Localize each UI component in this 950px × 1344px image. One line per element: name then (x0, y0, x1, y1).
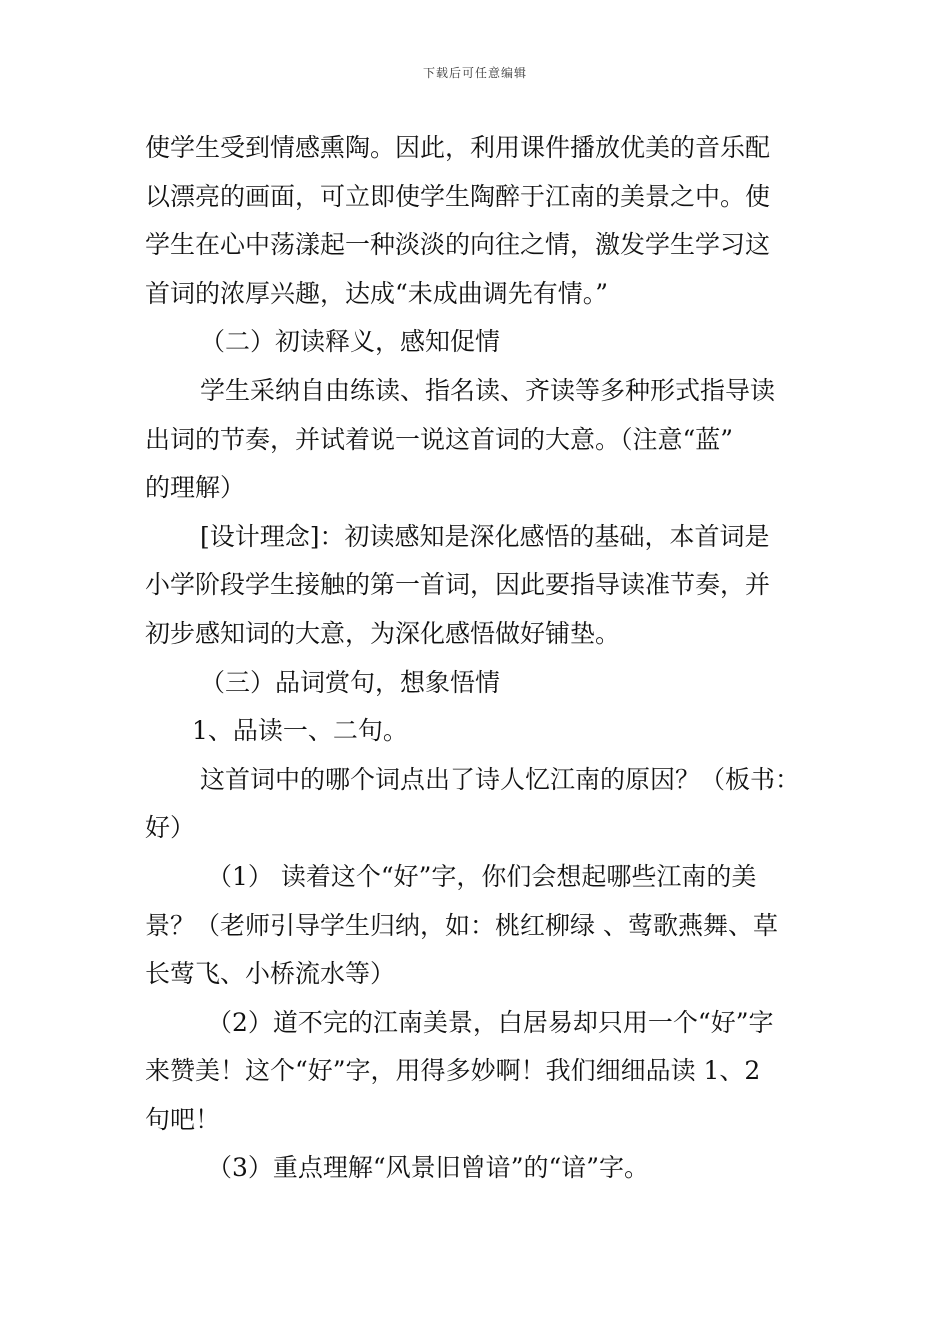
paragraph-line: （3）重点理解“风景旧曾谙”的“谙”字。 (207, 1153, 650, 1183)
paragraph-line: 初步感知词的大意，为深化感悟做好铺垫。 (145, 618, 621, 648)
paragraph-line: 出词的节奏，并试着说一说这首词的大意。（注意“蓝” (145, 424, 734, 454)
paragraph-line: 学生采纳自由练读、指名读、齐读等多种形式指导读 (200, 375, 776, 405)
paragraph-line: 首词的浓厚兴趣，达成“未成曲调先有情。” (145, 278, 609, 308)
paragraph-line: 来赞美！这个“好”字，用得多妙啊！我们细细品读 1、2 (145, 1056, 761, 1086)
paragraph-line: （1） 读着这个“好”字，你们会想起哪些江南的美 (207, 861, 757, 891)
paragraph-line: 句吧！ (145, 1104, 221, 1134)
paragraph-line: [设计理念]：初读感知是深化感悟的基础，本首词是 (200, 521, 770, 551)
section-heading: （三）品词赏句，想象悟情 (200, 667, 501, 697)
paragraph-line: 使学生受到情感熏陶。因此，利用课件播放优美的音乐配 (145, 133, 771, 162)
paragraph-line: （2）道不完的江南美景，白居易却只用一个“好”字 (207, 1007, 774, 1037)
paragraph-line: 景？（老师引导学生归纳，如：桃红柳绿 、莺歌燕舞、草 (145, 910, 778, 940)
paragraph-line: 学生在心中荡漾起一种淡淡的向往之情，激发学生学习这 (145, 230, 771, 260)
list-item: 1、品读一、二句。 (192, 716, 408, 746)
paragraph-line: 以漂亮的画面，可立即使学生陶醉于江南的美景之中。使 (145, 181, 771, 211)
paragraph-line: 小学阶段学生接触的第一首词，因此要指导读准节奏，并 (145, 570, 771, 600)
paragraph-line: 这首词中的哪个词点出了诗人忆江南的原因？（板书： (200, 764, 801, 794)
paragraph-line: 的理解） (145, 473, 246, 503)
page-header: 下载后可任意编辑 (422, 66, 527, 80)
paragraph-line: 好） (145, 813, 196, 843)
paragraph-line: 长莺飞、小桥流水等） (145, 959, 396, 989)
document-body (145, 124, 810, 1193)
section-heading: （二）初读释义，感知促情 (200, 327, 501, 357)
